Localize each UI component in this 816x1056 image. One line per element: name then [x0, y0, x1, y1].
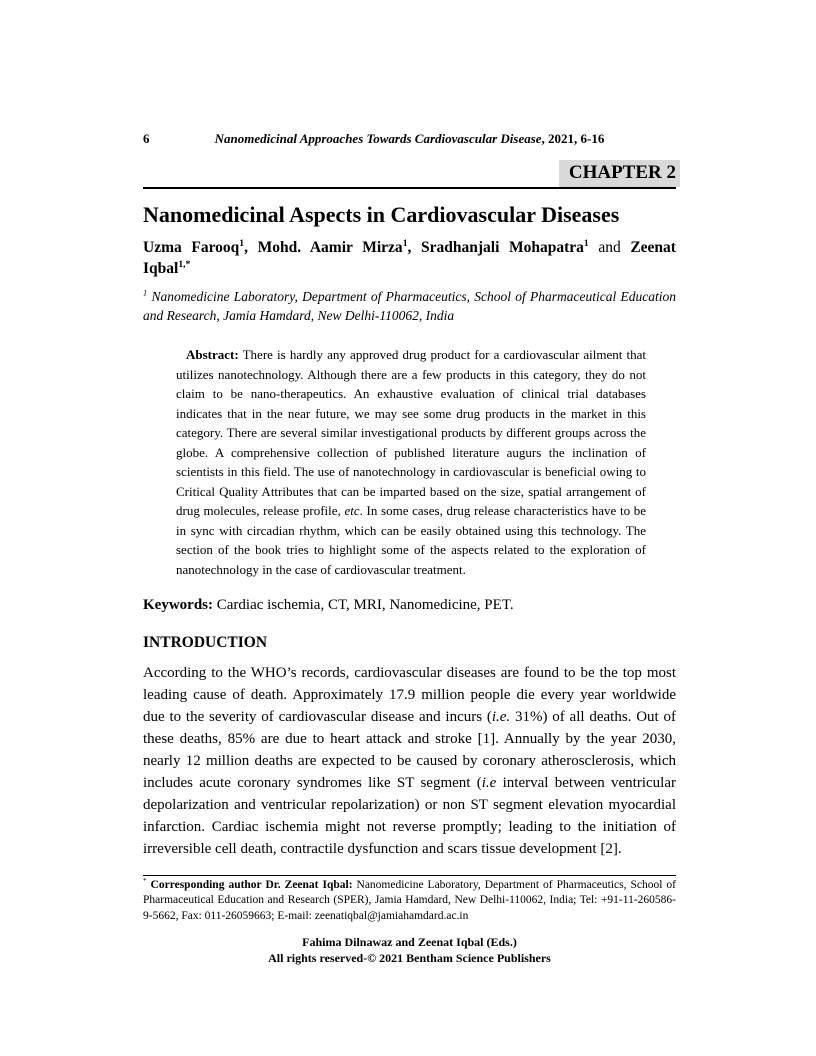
footnote-asterisk: *	[143, 877, 147, 886]
author-conjunction: and	[588, 239, 631, 257]
running-head-title: Nanomedicinal Approaches Towards Cardiovascular Disease	[214, 131, 542, 146]
author-affiliation-marker-2: 1	[402, 238, 408, 250]
footnote-divider	[143, 875, 676, 876]
keywords-text: Cardiac ischemia, CT, MRI, Nanomedicine, PET.	[213, 597, 514, 614]
affiliation	[143, 287, 676, 325]
running-head	[143, 131, 676, 147]
affiliation-marker: 1	[143, 288, 148, 298]
author-name-4: Zeenat Iqbal	[143, 239, 676, 278]
chapter-title: Nanomedicinal Aspects in Cardiovascular Diseases	[143, 201, 620, 227]
copyright-line: All rights reserved-© 2021 Bentham Science Publishers	[268, 951, 551, 966]
author-byline	[143, 238, 676, 280]
author-affiliation-marker-3: 1	[583, 238, 589, 250]
abstract-block	[176, 345, 646, 579]
author-separator-1: ,	[244, 239, 258, 257]
publisher-footer	[143, 934, 676, 966]
chapter-banner	[143, 160, 676, 189]
section-heading-introduction: INTRODUCTION	[143, 633, 268, 651]
footnote-text: Nanomedicine Laboratory, Department of Pharmaceutics, School of Pharmaceutical Education and Research (SPER), Jamia Hamdard, New Delhi-110062, India; Tel: +91-11-260586-9-5662, Fax: 011-26059663; E-mail: zeenatiqbal@jamiahamdard.ac.in	[143, 879, 676, 922]
introduction-text-3: interval between ventricular depolarization and ventricular repolarization) or non ST segment elevation myocardial infarction. Cardiac ischemia might not reverse promptly; leading to the initiation of irreversible cell death, contractile dysfunction and scars tissue development [2].	[143, 774, 676, 857]
author-separator-2: ,	[407, 239, 421, 257]
author-name-3: Sradhanjali Mohapatra	[420, 239, 584, 257]
abstract-etc-italic: etc	[344, 503, 360, 519]
corresponding-author-footnote	[143, 878, 676, 924]
abstract-text-1: There is hardly any approved drug product for a cardiovascular ailment that utilizes nanotechnology. Although there are a few products in this category, they do not claim to be nano-therapeutics. An exhaustive evaluation of clinical trial databases indicates that in the near future, we may see some drug products in the market in this category. There are several similar investigational products by different groups across the globe. A comprehensive collection of published literature augurs the inclination of scientists in this field. The use of nanotechnology in cardiovascular is beneficial owing to Critical Quality Attributes that can be imparted based on the size, spatial arrangement of drug molecules, release profile,	[176, 347, 646, 519]
author-affiliation-marker-1: 1	[239, 238, 245, 250]
introduction-text-2: 31%) of all deaths. Out of these deaths, 85% are due to heart attack and stroke [1]. Annually by the year 2030, nearly 12 million deaths are expected to be caused by coronary atherosclerosis, which includes acute coronary syndromes like ST segment (	[143, 708, 676, 791]
editors-line: Fahima Dilnawaz and Zeenat Iqbal (Eds.)	[302, 934, 517, 949]
introduction-ie-italic-2: i.e	[481, 774, 497, 791]
abstract-text-2: . In some cases, drug release characteristics have to be in sync with circadian rhythm, which can be easily obtained using this technology. The section of the book tries to highlight some of the aspects related to the exploration of nanotechnology in the case of cardiovascular treatment.	[176, 503, 647, 577]
introduction-ie-italic-1: i.e.	[491, 708, 511, 725]
chapter-label: CHAPTER 2	[559, 160, 680, 187]
keywords-label: Keywords:	[143, 597, 213, 614]
keywords-line	[143, 595, 676, 615]
introduction-paragraph	[143, 662, 676, 860]
page-number: 6	[143, 131, 150, 146]
page-header	[143, 131, 676, 147]
introduction-text-1: According to the WHO’s records, cardiovascular diseases are found to be the top most leading cause of death. Approximately 17.9 million people die every year worldwide due to the severity of cardiovascular disease and incurs (	[143, 664, 676, 725]
footnote-bold-label: Corresponding author Dr. Zeenat Iqbal:	[146, 879, 353, 892]
abstract-label: Abstract:	[186, 347, 239, 363]
author-name-2: Mohd. Aamir Mirza	[257, 239, 403, 257]
author-name-1: Uzma Farooq	[143, 239, 240, 257]
affiliation-text: Nanomedicine Laboratory, Department of Pharmaceutics, School of Pharmaceutical Education and Research, Jamia Hamdard, New Delhi-110062, India	[143, 289, 676, 324]
running-head-citation: , 2021, 6-16	[541, 131, 605, 146]
author-affiliation-marker-4: 1,*	[178, 258, 191, 270]
